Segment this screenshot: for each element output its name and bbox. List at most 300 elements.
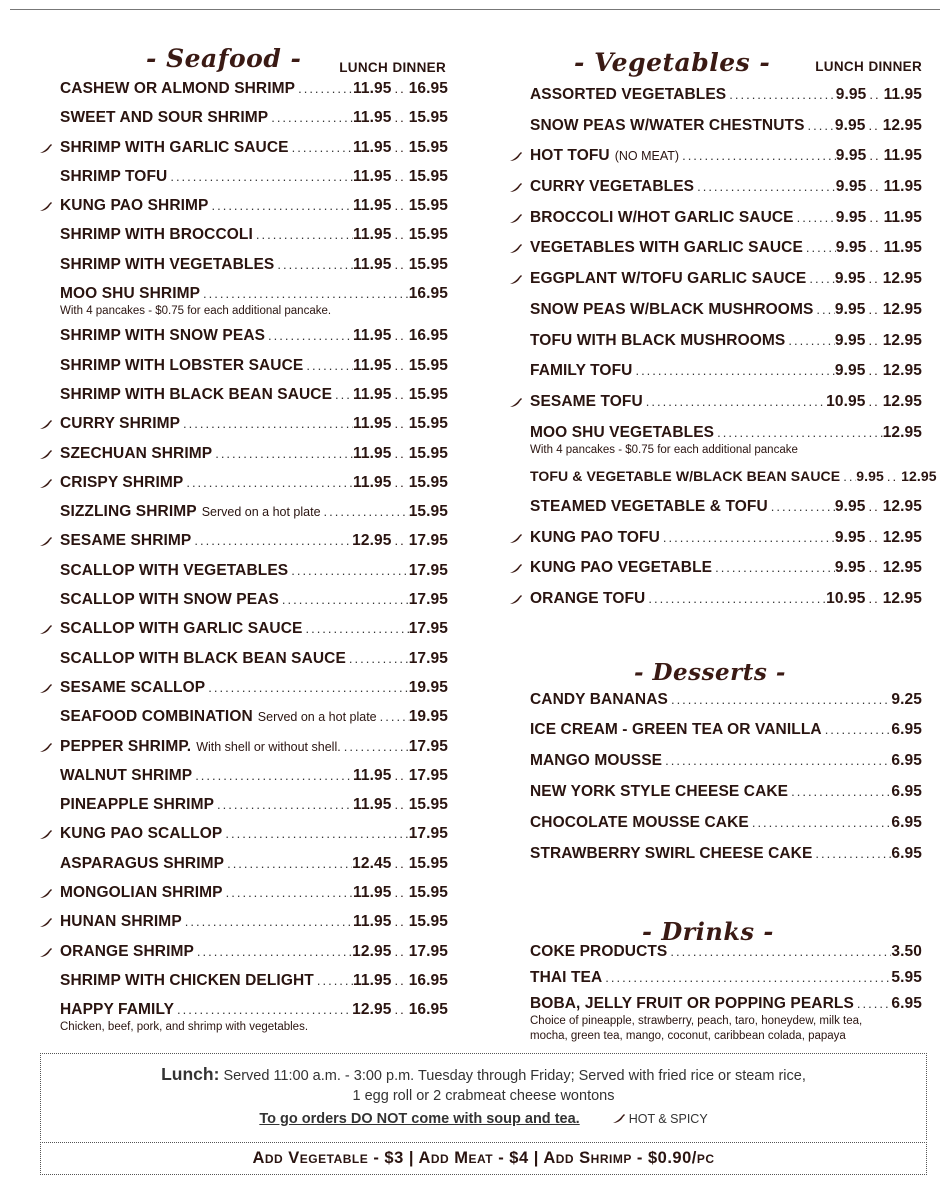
dinner-price: 16.95 xyxy=(408,327,448,345)
pepper-icon xyxy=(39,478,53,489)
lunch-info-text-2: 1 egg roll or 2 crabmeat cheese wontons xyxy=(352,1088,615,1104)
dinner-price: 15.95 xyxy=(408,138,448,156)
lunch-price: 11.95 xyxy=(353,884,392,902)
menu-item xyxy=(508,147,922,178)
pepper-icon xyxy=(509,243,523,254)
item-name: BOBA, JELLY FRUIT OR POPPING PEARLS xyxy=(530,995,854,1013)
to-go-text: To go orders DO NOT come with soup and tea. xyxy=(259,1111,580,1127)
menu-item-row xyxy=(60,1001,448,1019)
lunch-price: 11.95 xyxy=(353,167,392,185)
dinner-price: 12.95 xyxy=(882,331,922,349)
menu-item-row xyxy=(530,332,922,350)
menu-item-row xyxy=(530,969,922,987)
dot-leader xyxy=(726,86,836,104)
lunch-price: 11.95 xyxy=(353,197,392,215)
price-separator: .. xyxy=(394,914,406,930)
menu-item xyxy=(38,197,448,226)
lunch-price: 11.95 xyxy=(353,255,392,273)
price-separator: .. xyxy=(394,797,406,813)
lunch-price: 12.95 xyxy=(352,1001,392,1019)
dinner-price: 11.95 xyxy=(883,208,922,226)
dinner-price: 12.95 xyxy=(882,362,922,380)
menu-item-row xyxy=(530,814,922,832)
menu-item-row xyxy=(530,943,922,961)
dot-leader xyxy=(806,270,835,288)
dinner-price: 16.95 xyxy=(408,971,448,989)
lunch-price: 11.95 xyxy=(353,80,392,97)
menu-item-row xyxy=(60,357,448,375)
menu-item-row xyxy=(530,691,922,709)
lunch-price: 9.95 xyxy=(834,300,866,318)
dinner-price: 15.95 xyxy=(408,356,448,374)
item-name: CHOCOLATE MOUSSE CAKE xyxy=(530,813,749,831)
price-separator: .. xyxy=(869,87,881,102)
dinner-price: 12.95 xyxy=(882,300,922,318)
item-name: HAPPY FAMILY xyxy=(60,1001,175,1019)
menu-item xyxy=(38,474,448,503)
dot-leader xyxy=(174,1001,352,1019)
item-inline-note: (NO MEAT) xyxy=(614,149,680,164)
price-separator: .. xyxy=(868,301,880,317)
item-name: SHRIMP WITH SNOW PEAS xyxy=(60,327,266,345)
item-name: COKE PRODUCTS xyxy=(530,943,668,961)
dinner-price: 11.95 xyxy=(883,239,922,257)
dot-leader xyxy=(274,256,353,274)
menu-item-row xyxy=(60,168,448,186)
dinner-price: 15.95 xyxy=(408,884,448,902)
lunch-price: 9.95 xyxy=(834,528,866,546)
menu-item-row xyxy=(60,226,448,244)
menu-item xyxy=(38,285,448,327)
item-name: HOT TOFU (NO MEAT) xyxy=(530,147,680,165)
item-name: MOO SHU VEGETABLES xyxy=(530,423,715,441)
dinner-price: 12.95 xyxy=(882,497,922,515)
item-name: HUNAN SHRIMP xyxy=(60,913,182,931)
dot-leader xyxy=(643,393,826,411)
price-separator: .. xyxy=(394,885,406,901)
menu-item-row xyxy=(60,327,448,345)
menu-item-row xyxy=(60,386,448,404)
item-name: PINEAPPLE SHRIMP xyxy=(60,796,215,814)
item-name: MOO SHU SHRIMP xyxy=(60,285,201,303)
item-name: MONGOLIAN SHRIMP xyxy=(60,884,223,902)
price-separator: .. xyxy=(394,168,406,184)
seafood-list xyxy=(38,80,448,1044)
price-separator: .. xyxy=(886,469,899,485)
menu-item xyxy=(38,620,448,649)
menu-item-row xyxy=(60,650,448,668)
menu-item xyxy=(38,327,448,356)
menu-item-row xyxy=(60,197,448,215)
menu-item xyxy=(38,168,448,197)
seafood-header xyxy=(38,40,448,80)
menu-item xyxy=(508,393,922,424)
vegetables-list xyxy=(508,86,937,621)
dot-leader xyxy=(194,943,352,961)
item-note: With 4 pancakes - $0.75 for each additional pancake. xyxy=(60,305,332,318)
spicy-legend xyxy=(612,1112,708,1126)
dinner-price: 12.95 xyxy=(882,423,922,441)
top-rule xyxy=(10,9,940,10)
lunch-price: 10.95 xyxy=(826,392,866,410)
menu-item-row xyxy=(60,972,448,990)
item-name: SZECHUAN SHRIMP xyxy=(60,444,213,462)
menu-item xyxy=(38,738,448,767)
menu-item xyxy=(38,650,448,679)
lunch-price: 9.95 xyxy=(834,559,866,577)
lunch-price: 11.95 xyxy=(353,796,392,814)
price-separator: .. xyxy=(868,332,880,348)
item-name: TOFU WITH BLACK MUSHROOMS xyxy=(530,331,786,349)
dinner-price: 17.95 xyxy=(408,825,448,843)
item-name: FAMILY TOFU xyxy=(530,362,633,380)
menu-item-row xyxy=(530,783,922,801)
menu-item-row xyxy=(60,532,448,550)
dinner-price: 15.95 xyxy=(408,385,448,403)
menu-item xyxy=(508,752,922,783)
add-ons-bar xyxy=(40,1142,927,1175)
item-note: With 4 pancakes - $0.75 for each additional pancake xyxy=(530,443,798,456)
item-name: ASSORTED VEGETABLES xyxy=(530,86,727,103)
dot-leader xyxy=(183,474,353,492)
lunch-price: 9.95 xyxy=(834,497,866,515)
price-separator: .. xyxy=(868,591,880,606)
item-name: STRAWBERRY SWIRL CHEESE CAKE xyxy=(530,844,813,862)
price-separator: .. xyxy=(394,416,406,432)
price-separator: .. xyxy=(394,139,406,155)
pepper-icon xyxy=(509,533,523,544)
price-separator: .. xyxy=(394,1002,406,1018)
dinner-price: 17.95 xyxy=(408,620,448,638)
dot-leader xyxy=(377,708,409,726)
item-inline-note: With shell or without shell. xyxy=(196,739,341,754)
dinner-price: 16.95 xyxy=(408,1001,448,1019)
menu-item xyxy=(38,767,448,796)
menu-item-row xyxy=(530,239,922,257)
menu-item xyxy=(508,691,922,722)
lunch-price: 9.95 xyxy=(835,86,867,103)
price-separator: .. xyxy=(394,972,406,988)
pepper-icon xyxy=(509,397,523,408)
price-separator: .. xyxy=(868,117,880,133)
menu-item xyxy=(508,467,937,498)
menu-item xyxy=(38,226,448,255)
item-note: Chicken, beef, pork, and shrimp with vegetables. xyxy=(60,1021,309,1034)
pepper-icon xyxy=(509,182,523,193)
menu-item xyxy=(38,415,448,444)
lunch-price: 9.95 xyxy=(835,178,867,196)
dot-leader xyxy=(200,285,409,303)
dinner-price: 12.95 xyxy=(882,392,922,410)
item-price: 6.95 xyxy=(891,995,922,1013)
dinner-price: 19.95 xyxy=(408,708,448,726)
menu-item-row xyxy=(530,301,922,319)
item-price: 5.95 xyxy=(891,969,922,987)
dinner-price: 17.95 xyxy=(408,649,448,667)
dinner-price: 15.95 xyxy=(408,854,448,872)
price-separator: .. xyxy=(394,767,406,783)
lunch-price: 11.95 xyxy=(353,415,392,433)
item-name: EGGPLANT W/TOFU GARLIC SAUCE xyxy=(530,270,807,288)
menu-item-row xyxy=(60,825,448,843)
dot-leader xyxy=(332,386,353,404)
item-name: SHRIMP WITH LOBSTER SAUCE xyxy=(60,356,304,374)
lunch-price: 11.95 xyxy=(353,356,392,374)
menu-item-row xyxy=(60,562,448,580)
item-name: CURRY VEGETABLES xyxy=(530,178,695,196)
price-separator: .. xyxy=(394,81,406,96)
item-name: KUNG PAO SCALLOP xyxy=(60,825,223,843)
to-go-notice xyxy=(41,1111,926,1127)
menu-item xyxy=(508,498,922,529)
dot-leader xyxy=(788,783,891,801)
item-name: SESAME SCALLOP xyxy=(60,678,206,696)
dot-leader xyxy=(822,721,892,739)
drinks-title: - Drinks - xyxy=(642,917,774,947)
pepper-icon xyxy=(39,917,53,928)
lunch-price: 11.95 xyxy=(353,226,392,244)
menu-item xyxy=(508,239,922,270)
lunch-price: 11.95 xyxy=(353,913,392,931)
lunch-price: 11.95 xyxy=(353,971,392,989)
dot-leader xyxy=(303,357,353,375)
pepper-icon xyxy=(509,274,523,285)
dot-leader xyxy=(205,679,408,697)
dot-leader xyxy=(602,969,891,987)
menu-item xyxy=(38,445,448,474)
pepper-icon xyxy=(509,151,523,162)
price-separator: .. xyxy=(869,179,881,195)
dot-leader xyxy=(224,855,352,873)
dinner-price: 17.95 xyxy=(408,942,448,960)
dot-leader xyxy=(785,332,835,350)
menu-item-row xyxy=(530,845,922,863)
menu-item xyxy=(38,591,448,620)
menu-item xyxy=(508,943,922,969)
dinner-price: 17.95 xyxy=(408,591,448,609)
menu-item xyxy=(38,386,448,415)
menu-item-row xyxy=(530,467,937,486)
lunch-price: 12.45 xyxy=(352,854,392,872)
menu-item xyxy=(38,913,448,942)
price-separator: .. xyxy=(394,855,406,871)
price-separator: .. xyxy=(394,474,406,490)
menu-item xyxy=(508,332,922,363)
dinner-price: 15.95 xyxy=(408,109,448,127)
dot-leader xyxy=(191,532,352,550)
price-separator: .. xyxy=(394,357,406,373)
menu-item-row xyxy=(60,109,448,127)
dot-leader xyxy=(694,178,836,196)
item-name: SCALLOP WITH SNOW PEAS xyxy=(60,591,279,609)
item-name: SESAME TOFU xyxy=(530,392,643,410)
dinner-price: 12.95 xyxy=(882,270,922,288)
item-inline-note: Served on a hot plate xyxy=(201,505,321,520)
dinner-price: 17.95 xyxy=(408,561,448,579)
price-separator: .. xyxy=(394,256,406,272)
menu-item-row xyxy=(530,270,922,288)
lunch-price: 9.95 xyxy=(835,147,867,165)
drinks-header xyxy=(508,909,922,947)
dot-leader xyxy=(660,529,835,547)
dinner-price: 11.95 xyxy=(883,86,922,103)
menu-item-row xyxy=(530,498,922,516)
menu-item xyxy=(508,117,922,148)
menu-item-row xyxy=(60,256,448,274)
dinner-price: 15.95 xyxy=(408,444,448,462)
vegetables-header xyxy=(508,40,922,86)
menu-item-row xyxy=(60,884,448,902)
menu-item xyxy=(38,708,448,737)
lunch-price: 9.95 xyxy=(834,331,866,349)
item-name: SHRIMP TOFU xyxy=(60,167,168,185)
lunch-price: 9.95 xyxy=(856,468,884,485)
pepper-icon xyxy=(39,947,53,958)
desserts-title: - Desserts - xyxy=(634,658,786,686)
menu-item xyxy=(508,721,922,752)
dot-leader xyxy=(813,301,834,319)
menu-item-row xyxy=(60,796,448,814)
item-name: BROCCOLI W/HOT GARLIC SAUCE xyxy=(530,208,794,226)
menu-item-row xyxy=(60,80,448,98)
menu-item xyxy=(508,969,922,995)
menu-item-row xyxy=(60,855,448,873)
item-price: 6.95 xyxy=(891,783,922,801)
pepper-icon xyxy=(509,594,523,605)
menu-item-row xyxy=(530,529,922,547)
lunch-price: 11.95 xyxy=(353,385,392,403)
menu-item xyxy=(508,209,922,240)
menu-item-row xyxy=(60,913,448,931)
dot-leader xyxy=(346,650,409,668)
menu-item-row xyxy=(60,738,448,756)
menu-item-row xyxy=(530,721,922,739)
lunch-price: 11.95 xyxy=(353,473,392,491)
lunch-price: 9.95 xyxy=(835,208,867,226)
dot-leader xyxy=(167,168,353,186)
dinner-price: 12.95 xyxy=(882,116,922,134)
dinner-column-label: DINNER xyxy=(868,59,922,74)
price-separator: .. xyxy=(868,271,880,287)
dinner-price: 17.95 xyxy=(408,766,448,784)
menu-item-row xyxy=(60,503,448,521)
right-column xyxy=(508,40,937,1048)
menu-item-row xyxy=(530,752,922,770)
item-name: SCALLOP WITH GARLIC SAUCE xyxy=(60,620,303,638)
item-name: SNOW PEAS W/WATER CHESTNUTS xyxy=(530,116,805,134)
dot-leader xyxy=(794,209,836,227)
menu-item xyxy=(38,256,448,285)
item-name: SEAFOOD COMBINATION Served on a hot plate xyxy=(60,708,377,726)
dinner-price: 16.95 xyxy=(408,80,448,97)
item-name: SHRIMP WITH BLACK BEAN SAUCE xyxy=(60,385,333,403)
lunch-column-label: LUNCH xyxy=(815,59,864,74)
item-name: SCALLOP WITH VEGETABLES xyxy=(60,561,289,579)
dot-leader xyxy=(265,327,353,345)
pepper-icon xyxy=(39,683,53,694)
dinner-price: 15.95 xyxy=(408,415,448,433)
price-separator: .. xyxy=(868,363,880,379)
item-name: VEGETABLES WITH GARLIC SAUCE xyxy=(530,239,803,257)
dot-leader xyxy=(208,197,353,215)
lunch-price: 11.95 xyxy=(353,109,392,127)
item-note: Choice of pineapple, strawberry, peach, taro, honeydew, milk tea, xyxy=(530,1015,863,1028)
item-name: CRISPY SHRIMP xyxy=(60,473,184,491)
menu-item-row xyxy=(60,474,448,492)
menu-item-row xyxy=(530,117,922,135)
dot-leader xyxy=(302,620,408,638)
menu-item xyxy=(508,995,922,1048)
dot-leader xyxy=(289,139,353,157)
menu-item-row xyxy=(60,285,448,303)
dinner-price: 15.95 xyxy=(408,473,448,491)
dot-leader xyxy=(192,767,353,785)
menu-item xyxy=(508,814,922,845)
dinner-price: 12.95 xyxy=(882,528,922,546)
item-name: CURRY SHRIMP xyxy=(60,415,181,433)
dot-leader xyxy=(321,503,409,521)
menu-item xyxy=(38,972,448,1001)
menu-item-row xyxy=(530,393,922,411)
dinner-price: 16.95 xyxy=(408,285,448,303)
dot-leader xyxy=(662,752,891,770)
menu-item xyxy=(508,362,922,393)
menu-item-row xyxy=(60,943,448,961)
menu-item-row xyxy=(60,767,448,785)
pepper-icon xyxy=(39,742,53,753)
item-name: CANDY BANANAS xyxy=(530,690,668,708)
menu-item-row xyxy=(530,86,922,104)
item-name: SHRIMP WITH CHICKEN DELIGHT xyxy=(60,971,314,989)
menu-item xyxy=(38,679,448,708)
dot-leader xyxy=(223,884,353,902)
lunch-price: 11.95 xyxy=(353,327,392,345)
menu-item xyxy=(508,178,922,209)
vegetables-title: - Vegetables - xyxy=(574,48,771,77)
dinner-price: 15.95 xyxy=(408,197,448,215)
item-name: SHRIMP WITH BROCCOLI xyxy=(60,226,253,244)
item-name: STEAMED VEGETABLE & TOFU xyxy=(530,497,768,515)
dinner-price: 15.95 xyxy=(408,503,448,521)
item-price: 6.95 xyxy=(891,813,922,831)
menu-item xyxy=(508,270,922,301)
menu-item-row xyxy=(530,995,922,1013)
menu-item-row xyxy=(60,445,448,463)
item-name: TOFU & VEGETABLE W/BLACK BEAN SAUCE xyxy=(530,468,841,485)
lunch-price: 9.95 xyxy=(834,116,866,134)
menu-item xyxy=(508,590,922,621)
dinner-price: 17.95 xyxy=(408,737,448,755)
item-name: PEPPER SHRIMP. With shell or without shell. xyxy=(60,737,341,755)
price-separator: .. xyxy=(394,328,406,344)
dot-leader xyxy=(768,498,835,516)
item-name: WALNUT SHRIMP xyxy=(60,766,193,784)
price-separator: .. xyxy=(394,227,406,243)
menu-item xyxy=(38,825,448,854)
dinner-price: 11.95 xyxy=(883,147,922,165)
dot-leader xyxy=(341,738,409,756)
price-separator: .. xyxy=(394,943,406,959)
item-price: 6.95 xyxy=(891,752,922,770)
pepper-icon xyxy=(39,888,53,899)
dot-leader xyxy=(840,468,856,486)
item-name: SIZZLING SHRIMP Served on a hot plate xyxy=(60,503,321,521)
price-separator: .. xyxy=(868,529,880,545)
price-separator: .. xyxy=(394,386,406,402)
dinner-price: 12.95 xyxy=(882,559,922,577)
menu-item-row xyxy=(530,362,922,380)
drinks-list xyxy=(508,943,922,1048)
